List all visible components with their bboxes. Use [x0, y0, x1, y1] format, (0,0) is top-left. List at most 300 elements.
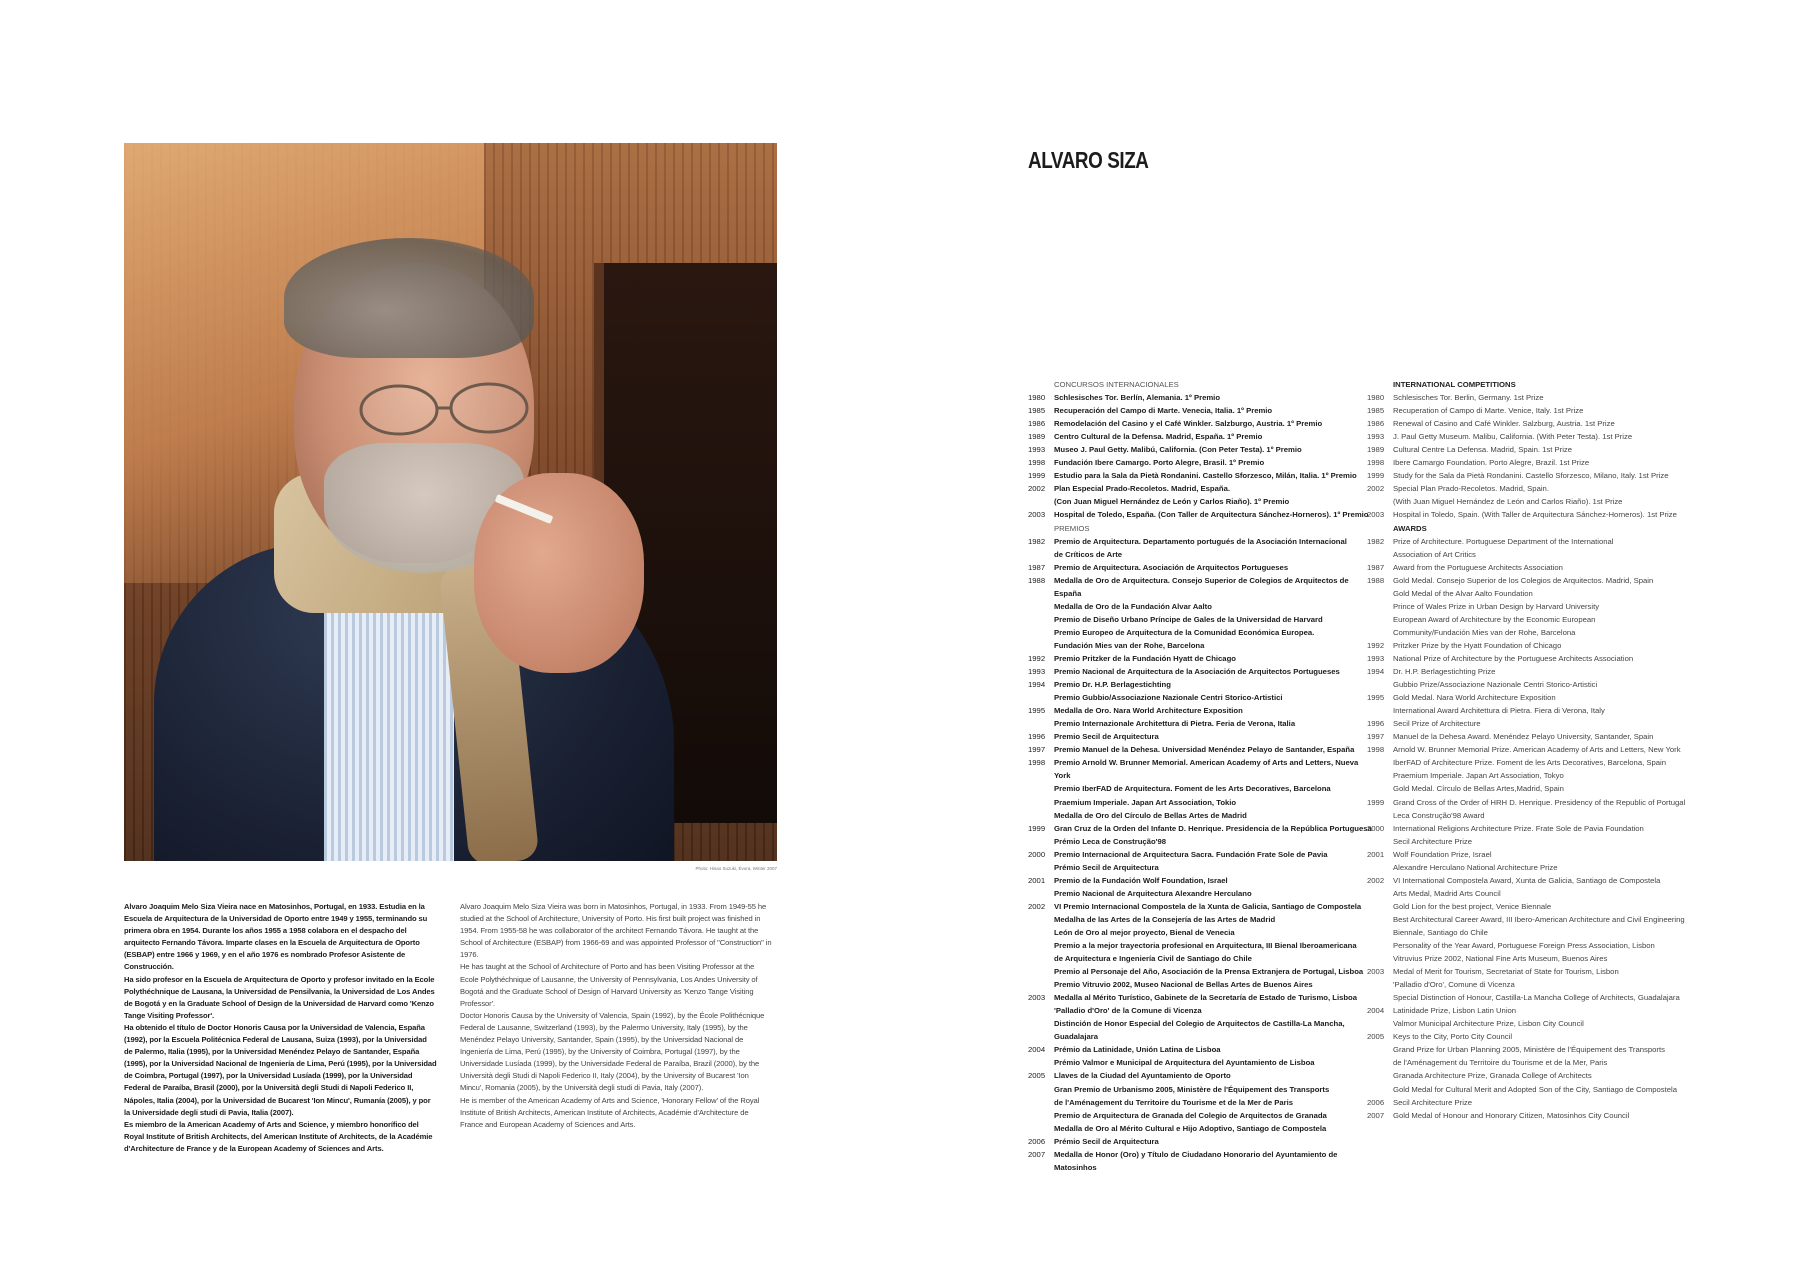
cv-entry: [1367, 874, 1712, 887]
cv-entry: [1367, 756, 1712, 769]
cv-entry: [1028, 443, 1373, 456]
entry-year: [1028, 913, 1054, 926]
biography-english: [460, 901, 773, 1131]
entry-year: 2003: [1028, 993, 1046, 1003]
entry-text: de Arquitectura e Ingeniería Civil de Santiago do Chile: [1054, 954, 1252, 964]
cv-entry: [1028, 1122, 1373, 1135]
entry-text: de Críticos de Arte: [1054, 549, 1123, 559]
entry-text: Premio Gubbio/Associazione Nazionale Centri Storico-Artistici: [1054, 693, 1283, 703]
entry-year: [1028, 691, 1054, 704]
cv-entry: [1367, 1069, 1712, 1082]
entry-text: International Award Architettura di Pietra. Fiera di Verona, Italy: [1393, 706, 1605, 716]
entry-text: Premio Arnold W. Brunner Memorial. American Academy of Arts and Letters, Nueva York: [1054, 758, 1359, 781]
entry-year: [1028, 1122, 1054, 1135]
entry-year: [1367, 782, 1393, 795]
entry-text: Medal of Merit for Tourism, Secretariat of State for Tourism, Lisbon: [1393, 967, 1619, 977]
cv-entry: [1028, 417, 1373, 430]
cv-entry: [1367, 717, 1712, 730]
entry-text: Premio al Personaje del Año, Asociación de la Prensa Extranjera de Portugal, Lisboa: [1054, 967, 1364, 977]
entry-year: 1998: [1028, 458, 1046, 468]
entry-year: 1989: [1028, 432, 1046, 442]
cv-entry: [1367, 952, 1712, 965]
cv-entry: [1367, 678, 1712, 691]
section-heading: PREMIOS: [1054, 523, 1090, 533]
cv-entry: [1028, 469, 1373, 482]
cv-entry: [1367, 600, 1712, 613]
entry-text: Arnold W. Brunner Memorial Prize. American Academy of Arts and Letters, New York: [1393, 745, 1681, 755]
entry-year: [1367, 600, 1393, 613]
entry-text: Estudio para la Sala da Pietà Rondanini. Castello Sforzesco, Milán, Italia. 1º Premio: [1054, 471, 1357, 481]
entry-year: 1993: [1028, 445, 1046, 455]
cv-entry: [1367, 391, 1712, 404]
entry-text: Premio de Arquitectura de Granada del Colegio de Arquitectos de Granada: [1054, 1110, 1327, 1120]
cv-entry: [1028, 835, 1373, 848]
entry-year: [1367, 978, 1393, 991]
cv-entry: [1028, 952, 1373, 965]
entry-text: Premio Internacional de Arquitectura Sacra. Fundación Frate Sole de Pavia: [1054, 849, 1328, 859]
entry-text: Study for the Sala da Pietà Rondanini. Castello Sforzesco, Milano, Italy. 1st Prize: [1393, 471, 1669, 481]
cv-entry: [1028, 809, 1373, 822]
entry-text: Remodelación del Casino y el Café Winkler. Salzburgo, Austria. 1º Premio: [1054, 419, 1323, 429]
entry-text: Prémio Valmor e Municipal de Arquitectura del Ayuntamiento de Lisboa: [1054, 1058, 1315, 1068]
entry-text: Premio Pritzker de la Fundación Hyatt de Chicago: [1054, 653, 1236, 663]
cv-entry: [1367, 1030, 1712, 1043]
entry-year: 1999: [1028, 823, 1046, 833]
cv-entry: [1028, 1083, 1373, 1096]
entry-text: Secil Prize of Architecture: [1393, 719, 1481, 729]
entry-year: 1993: [1028, 667, 1046, 677]
entry-text: Secil Architecture Prize: [1393, 836, 1473, 846]
entry-year: [1028, 965, 1054, 978]
entry-text: León de Oro al mejor proyecto, Bienal de Venecia: [1054, 927, 1235, 937]
entry-year: 1989: [1367, 445, 1385, 455]
cv-entry: [1028, 626, 1373, 639]
entry-year: 1993: [1367, 432, 1385, 442]
entry-text: Pritzker Prize by the Hyatt Foundation of Chicago: [1393, 640, 1562, 650]
entry-year: 1982: [1028, 536, 1046, 546]
entry-text: (Con Juan Miguel Hernández de León y Carlos Riaño). 1º Premio: [1054, 497, 1290, 507]
cv-entry: [1367, 704, 1712, 717]
cv-entry: [1367, 822, 1712, 835]
entry-year: 1999: [1028, 471, 1046, 481]
cv-entry: [1367, 626, 1712, 639]
entry-year: [1367, 1043, 1393, 1056]
entry-text: Secil Architecture Prize: [1393, 1097, 1473, 1107]
entry-text: Schlesisches Tor. Berlín, Alemania. 1º Premio: [1054, 393, 1221, 403]
entry-text: Fundación Mies van der Rohe, Barcelona: [1054, 640, 1205, 650]
entry-year: [1028, 1056, 1054, 1069]
cv-entry: [1028, 548, 1373, 561]
entry-year: [1367, 952, 1393, 965]
cv-entry: [1028, 822, 1373, 835]
cv-entry: [1367, 1043, 1712, 1056]
cv-entry: [1028, 1017, 1373, 1043]
entry-text: Association of Art Critics: [1393, 549, 1476, 559]
cv-entry: [1367, 1109, 1712, 1122]
bio-paragraph: Es miembro de la American Academy of Arts and Science, y miembro honorífico del Royal Institute of British Architects, del American Institute of Architects, de la Académie d'Architecture de France y de la European Academy of Sciences and Arts.: [124, 1119, 433, 1153]
entry-year: 1995: [1028, 706, 1046, 716]
entry-year: 1980: [1028, 393, 1046, 403]
entry-text: Valmor Municipal Architecture Prize, Lisbon City Council: [1393, 1019, 1584, 1029]
cv-entry: [1367, 404, 1712, 417]
cv-entry: [1028, 796, 1373, 809]
entry-year: [1367, 861, 1393, 874]
entry-year: 1994: [1367, 667, 1385, 677]
cv-entry: [1367, 652, 1712, 665]
cv-entry: [1367, 1017, 1712, 1030]
entry-year: [1028, 1096, 1054, 1109]
entry-text: Dr. H.P. Berlagestichting Prize: [1393, 667, 1496, 677]
cv-entry: [1367, 482, 1712, 495]
hair: [284, 238, 534, 358]
entry-text: International Religions Architecture Prize. Frate Sole de Pavia Foundation: [1393, 823, 1644, 833]
cv-entry: [1028, 430, 1373, 443]
entry-year: 1992: [1028, 653, 1046, 663]
cv-entry: [1028, 978, 1373, 991]
entry-year: 2005: [1367, 1032, 1385, 1042]
entry-text: Medalla de Honor (Oro) y Título de Ciudadano Honorario del Ayuntamiento de Matosinhos: [1054, 1149, 1338, 1172]
entry-year: [1367, 1017, 1393, 1030]
entry-text: Medalla de Oro del Círculo de Bellas Artes de Madrid: [1054, 810, 1247, 820]
entry-text: Gold Medal of the Alvar Aalto Foundation: [1393, 588, 1533, 598]
entry-text: Prize of Architecture. Portuguese Department of the International: [1393, 536, 1614, 546]
entry-year: 2002: [1367, 875, 1385, 885]
entry-year: [1028, 600, 1054, 613]
entry-year: [1367, 939, 1393, 952]
cv-entry: [1367, 535, 1712, 548]
entry-text: Plan Especial Prado-Recoletos. Madrid, España.: [1054, 484, 1231, 494]
entry-year: [1028, 809, 1054, 822]
cv-entry: [1028, 913, 1373, 926]
cv-entry: [1367, 900, 1712, 913]
entry-year: 1982: [1367, 536, 1385, 546]
bio-paragraph: Doctor Honoris Causa by the University of Valencia, Spain (1992), by the École Polithécnique Federal de Lausanne, Switzerland (1993), by the Palermo University, Italy (1995), by the Menéndez Pelayo University, Santander, Spain (1995), by the Universidad Nacional de Ingeniería de Lima, Perú (1995), by the University of Coimbra, Portugal (1997), by the Universidade Lusíada (1999), by the Universidade Federal de Paraíba, Brazil (2000), by the Università degli Studi di Napoli Federico II, Italy (2004), by the University of Bucarest 'Ion Mincu', Romania (2005), by the Università degli studi di Pavia, Italy (2007).: [460, 1010, 765, 1093]
entry-year: [1028, 1004, 1054, 1017]
entry-text: Gold Medal. Círculo de Bellas Artes,Madrid, Spain: [1393, 784, 1564, 794]
entry-year: [1028, 782, 1054, 795]
entry-text: Premio Secil de Arquitectura: [1054, 732, 1159, 742]
entry-text: VI Premio Internacional Compostela de la Xunta de Galicia, Santiago de Compostela: [1054, 901, 1362, 911]
entry-year: 2002: [1028, 484, 1046, 494]
entry-text: Gubbio Prize/Associazione Nazionale Centri Storico-Artistici: [1393, 680, 1598, 690]
entry-text: Special Plan Prado-Recoletos. Madrid, Spain.: [1393, 484, 1549, 494]
entry-year: [1028, 796, 1054, 809]
entry-text: Premio Europeo de Arquitectura de la Comunidad Económica Europea.: [1054, 627, 1315, 637]
entry-text: Medalla de Oro de Arquitectura. Consejo Superior de Colegios de Arquitectos de España: [1054, 575, 1349, 598]
entry-text: Alexandre Herculano National Architecture Prize: [1393, 862, 1558, 872]
entry-year: 2002: [1367, 484, 1385, 494]
entry-year: [1367, 678, 1393, 691]
cv-entry: [1367, 939, 1712, 952]
entry-text: (With Juan Miguel Hernández de León and Carlos Riaño). 1st Prize: [1393, 497, 1623, 507]
cv-entry: [1367, 848, 1712, 861]
section-heading: AWARDS: [1393, 523, 1427, 533]
entry-text: Gold Medal. Consejo Superior de los Colegios de Arquitectos. Madrid, Spain: [1393, 575, 1654, 585]
cv-entry: [1028, 1069, 1373, 1082]
cv-entry: [1028, 1096, 1373, 1109]
cv-entry: [1028, 861, 1373, 874]
entry-text: Premio Nacional de Arquitectura de la Asociación de Arquitectos Portugueses: [1054, 667, 1340, 677]
entry-year: [1367, 926, 1393, 939]
entry-year: 1987: [1028, 562, 1046, 572]
cv-entry: [1367, 495, 1712, 508]
cv-entry: [1367, 613, 1712, 626]
bio-paragraph: He is member of the American Academy of Arts and Science, 'Honorary Fellow' of the Royal Institute of British Architects, American Institute of Architects, Académie d'Architecture de France and European Academy of Sciences and Arts.: [460, 1095, 760, 1129]
entry-text: Premio Nacional de Arquitectura Alexandre Herculano: [1054, 888, 1252, 898]
entry-text: Best Architectural Career Award, III Ibero-American Architecture and Civil Engineering: [1393, 914, 1685, 924]
entry-year: 1996: [1028, 732, 1046, 742]
entry-text: Gold Medal for Cultural Merit and Adopted Son of the City, Santiago de Compostela: [1393, 1084, 1678, 1094]
cv-entry: [1367, 782, 1712, 795]
entry-year: 1980: [1367, 393, 1385, 403]
entry-year: [1367, 626, 1393, 639]
cv-entry: [1367, 1056, 1712, 1069]
entry-year: 1993: [1367, 653, 1385, 663]
entry-year: [1028, 978, 1054, 991]
cv-entry: [1028, 1109, 1373, 1122]
entry-year: 2001: [1367, 849, 1385, 859]
entry-text: Gold Lion for the best project, Venice Biennale: [1393, 901, 1552, 911]
entry-year: 1988: [1367, 575, 1385, 585]
cv-entry: [1028, 756, 1373, 782]
entry-year: [1367, 809, 1393, 822]
cv-entry: [1367, 861, 1712, 874]
cv-entry: [1367, 417, 1712, 430]
entry-text: Premio Vitruvio 2002, Museo Nacional de Bellas Artes de Buenos Aires: [1054, 980, 1313, 990]
cv-entry: [1028, 782, 1373, 795]
bio-paragraph: Alvaro Joaquim Melo Siza Vieira was born in Matosinhos, Portugal, in 1933. From 1949-55 he studied at the School of Architecture, University of Porto. His first built project was finished in 1954. From 1955-58 he was collaborator of the architect Fernando Távora. He taught at the School of Architecture (ESBAP) from 1966-69 and was appointed Professor of "Construction" in 1976.: [460, 902, 772, 960]
entry-text: Prémio Secil de Arquitectura: [1054, 862, 1159, 872]
entry-year: [1367, 587, 1393, 600]
entry-text: Wolf Foundation Prize, Israel: [1393, 849, 1492, 859]
entry-text: Medalla de Oro. Nara World Architecture Exposition: [1054, 706, 1243, 716]
entry-text: Premio de Arquitectura. Asociación de Arquitectos Portugueses: [1054, 562, 1289, 572]
entry-year: 2007: [1367, 1110, 1385, 1120]
cv-entry: [1367, 991, 1712, 1004]
entry-year: [1028, 548, 1054, 561]
entry-year: [1028, 495, 1054, 508]
cv-entry: [1367, 469, 1712, 482]
entry-year: 2005: [1028, 1071, 1046, 1081]
entry-text: J. Paul Getty Museum. Malibu, California. (With Peter Testa). 1st Prize: [1393, 432, 1633, 442]
entry-text: Premio de la Fundación Wolf Foundation, Israel: [1054, 875, 1228, 885]
entry-year: 2002: [1028, 901, 1046, 911]
entry-text: Recuperation of Campo di Marte. Venice, Italy. 1st Prize: [1393, 406, 1584, 416]
page-title: ALVARO SIZA: [1028, 147, 1149, 173]
cv-entry: [1028, 456, 1373, 469]
entry-year: 1985: [1367, 406, 1385, 416]
entry-year: [1028, 861, 1054, 874]
entry-text: IberFAD of Architecture Prize. Foment de les Arts Decoratives, Barcelona, Spain: [1393, 758, 1667, 768]
entry-year: [1367, 548, 1393, 561]
entry-year: [1028, 717, 1054, 730]
entry-text: Schlesisches Tor. Berlin, Germany. 1st Prize: [1393, 393, 1544, 403]
cv-entry: [1367, 835, 1712, 848]
entry-text: de l'Aménagement du Territoire du Tourisme et de la Mer, Paris: [1393, 1058, 1608, 1068]
entry-year: [1367, 900, 1393, 913]
entry-text: Prémio Secil de Arquitectura: [1054, 1136, 1159, 1146]
entry-text: Prémio da Latinidade, Unión Latina de Lisboa: [1054, 1045, 1221, 1055]
cv-entry: [1028, 508, 1373, 521]
entry-text: Praemium Imperiale. Japan Art Association, Tokio: [1054, 797, 1237, 807]
entry-text: Medalla de Oro al Mérito Cultural e Hijo Adoptivo, Santiago de Compostela: [1054, 1123, 1327, 1133]
entry-year: [1367, 613, 1393, 626]
cv-entry: [1028, 926, 1373, 939]
entry-text: Leca Construção'98 Award: [1393, 810, 1485, 820]
cv-entry: [1367, 691, 1712, 704]
cv-entry: [1028, 391, 1373, 404]
cv-entry: [1367, 508, 1712, 521]
entry-text: de l'Aménagement du Territoire du Tourisme et de la Mer de Paris: [1054, 1097, 1294, 1107]
entry-text: Premio Manuel de la Dehesa. Universidad Menéndez Pelayo de Santander, España: [1054, 745, 1355, 755]
cv-entry: [1028, 1148, 1373, 1174]
entry-text: Fundación Ibere Camargo. Porto Alegre, Brasil. 1º Premio: [1054, 458, 1265, 468]
entry-year: 1997: [1367, 732, 1385, 742]
entry-text: Community/Fundación Mies van der Rohe, Barcelona: [1393, 627, 1576, 637]
entry-year: 1996: [1367, 719, 1385, 729]
entry-year: [1028, 626, 1054, 639]
entry-year: [1367, 1056, 1393, 1069]
cv-entry: [1367, 965, 1712, 978]
entry-year: 1985: [1028, 406, 1046, 416]
cv-entry: [1367, 443, 1712, 456]
entry-text: Prémio Leca de Construção'98: [1054, 836, 1167, 846]
cv-entry: [1028, 561, 1373, 574]
entry-text: Award from the Portuguese Architects Association: [1393, 562, 1563, 572]
cv-entry: [1367, 561, 1712, 574]
entry-year: [1028, 1083, 1054, 1096]
entry-text: Museo J. Paul Getty. Malibú, California. (Con Peter Testa). 1º Premio: [1054, 445, 1302, 455]
entry-text: Granada Architecture Prize, Granada College of Architects: [1393, 1071, 1592, 1081]
entry-year: 2003: [1028, 510, 1046, 520]
bio-paragraph: Ha sido profesor en la Escuela de Arquitectura de Oporto y profesor invitado en la Ecole Polythéchnique de Lausana, la Universidad de Pensilvania, la Universidad de Los Andes de Bogotá y en la Graduate School of Design de la Universidad de Harvard como 'Kenzo Tange Visiting Professor'.: [124, 974, 435, 1020]
cv-entry: [1028, 743, 1373, 756]
entry-text: Premio IberFAD de Arquitectura. Foment de les Arts Decoratives, Barcelona: [1054, 784, 1331, 794]
cv-entry: [1028, 652, 1373, 665]
biography-spanish: [124, 901, 437, 1155]
entry-text: Premio a la mejor trayectoria profesional en Arquitectura, III Bienal Iberoamericana: [1054, 941, 1357, 951]
entry-year: [1367, 756, 1393, 769]
entry-text: Grand Prize for Urban Planning 2005, Ministère de l'Équipement des Transports: [1393, 1045, 1665, 1055]
entry-text: European Award of Architecture by the Economic European: [1393, 614, 1596, 624]
entry-year: [1367, 704, 1393, 717]
entry-text: Praemium Imperiale. Japan Art Association, Tokyo: [1393, 771, 1564, 781]
cv-entry: [1028, 600, 1373, 613]
entry-year: 1998: [1367, 458, 1385, 468]
cv-entry: [1028, 730, 1373, 743]
entry-year: [1028, 926, 1054, 939]
entry-year: [1028, 1017, 1054, 1043]
cv-entry: [1367, 1083, 1712, 1096]
entry-text: Grand Cross of the Order of HRH D. Henrique. Presidency of the Republic of Portugal: [1393, 797, 1686, 807]
entry-text: Manuel de la Dehesa Award. Menéndez Pelayo University, Santander, Spain: [1393, 732, 1654, 742]
cv-entry: [1367, 1004, 1712, 1017]
cv-entry: [1367, 587, 1712, 600]
entry-text: Recuperación del Campo di Marte. Venecia, Italia. 1º Premio: [1054, 406, 1273, 416]
entry-year: [1028, 639, 1054, 652]
cv-entry: [1367, 548, 1712, 561]
entry-year: 1986: [1028, 419, 1046, 429]
cv-entry: [1028, 939, 1373, 952]
entry-text: Gold Medal. Nara World Architecture Exposition: [1393, 693, 1556, 703]
cv-entry: [1367, 769, 1712, 782]
portrait-photo: [124, 143, 777, 861]
entry-text: Hospital in Toledo, Spain. (With Taller de Arquitectura Sánchez-Horneros). 1st Prize: [1393, 510, 1677, 520]
entry-text: Biennale, Santiago do Chile: [1393, 927, 1488, 937]
entry-text: Medalla al Mérito Turístico, Gabinete de la Secretaría de Estado de Turismo, Lisboa: [1054, 993, 1358, 1003]
entry-year: [1028, 1109, 1054, 1122]
cv-entry: [1028, 613, 1373, 626]
cv-entry: [1028, 1043, 1373, 1056]
entry-text: 'Palladio d'Oro', Comune di Vicenza: [1393, 980, 1515, 990]
entry-year: 1999: [1367, 797, 1385, 807]
bio-paragraph: He has taught at the School of Architecture of Porto and has been Visiting Professor at the Ecole Polythéchnique of Lausanne, the University of Pennsylvania, Los Andes University of Bogotá and the Graduate School of Design of Harvard University as 'Kenzo Tange Visiting Professor'.: [460, 962, 758, 1008]
cv-entry: [1028, 874, 1373, 887]
entry-text: Medalha de las Artes de la Consejería de las Artes de Madrid: [1054, 914, 1276, 924]
cv-entry: [1367, 665, 1712, 678]
entry-text: Gran Premio de Urbanismo 2005, Ministère de l'Équipement des Transports: [1054, 1084, 1330, 1094]
cv-entry: [1028, 848, 1373, 861]
cv-entry: [1028, 991, 1373, 1004]
entry-year: 1999: [1367, 471, 1385, 481]
entry-text: Keys to the City, Porto City Council: [1393, 1032, 1513, 1042]
entry-year: 1987: [1367, 562, 1385, 572]
cv-entry: [1367, 639, 1712, 652]
entry-year: 1998: [1028, 758, 1046, 768]
entry-text: Cultural Centre La Defensa. Madrid, Spain. 1st Prize: [1393, 445, 1573, 455]
cv-entry: [1028, 691, 1373, 704]
entry-year: [1028, 952, 1054, 965]
bio-paragraph: Ha obtenido el título de Doctor Honoris Causa por la Universidad de Valencia, España (1992), por la Escuela Politécnica Federal de Lausana, Suiza (1993), por la Universidad de Palermo, Italia (1995), por la Universidad Menéndez Pelayo de Santander, España (1995), por la Universidad Nacional de Ingeniería de Lima, Perú (1995), por la Universidad de Coimbra, Portugal (1997), por la Universidad Lusíada (1999), por la Universidad Federal de Paraíba, Brasil (2000), por la Università degli Studi di Napoli Federico II, Nápoles, Italia (2004), por la Universidad de Bucarest 'Ion Mincu', Rumanía (2005), y por la Universidade degli studi di Pavia, Italia (2007).: [124, 1022, 437, 1117]
entry-text: Ibere Camargo Foundation. Porto Alegre, Brazil. 1st Prize: [1393, 458, 1590, 468]
entry-text: Vitruvius Prize 2002, National Fine Arts Museum, Buenos Aires: [1393, 954, 1608, 964]
entry-year: [1367, 913, 1393, 926]
cv-entry: [1028, 665, 1373, 678]
entry-text: Medalla de Oro de la Fundación Alvar Aalto: [1054, 601, 1212, 611]
section-heading: CONCURSOS INTERNACIONALES: [1054, 380, 1179, 389]
section-heading: INTERNATIONAL COMPETITIONS: [1393, 380, 1516, 389]
entry-year: 1986: [1367, 419, 1385, 429]
cv-entry: [1028, 574, 1373, 600]
cv-entry: [1028, 535, 1373, 548]
entry-year: 2004: [1367, 1006, 1385, 1016]
shirt: [324, 573, 454, 861]
cv-entry: [1028, 404, 1373, 417]
cv-entry: [1028, 495, 1373, 508]
cv-list-spanish: [1028, 378, 1373, 1174]
entry-text: Premio Dr. H.P. Berlagestichting: [1054, 680, 1171, 690]
entry-year: [1367, 887, 1393, 900]
cv-entry: [1028, 482, 1373, 495]
entry-text: Arts Medal, Madrid Arts Council: [1393, 888, 1501, 898]
cv-entry: [1367, 456, 1712, 469]
cv-entry: [1367, 809, 1712, 822]
entry-text: VI International Compostela Award, Xunta de Galicia, Santiago de Compostela: [1393, 875, 1661, 885]
bio-paragraph: Alvaro Joaquim Melo Siza Vieira nace en Matosinhos, Portugal, en 1933. Estudia en la Escuela de Arquitectura de la Universidad de Oporto entre 1949 y 1955, terminando su primera obra en 1954. Durante los años 1955 a 1958 colabora en el despacho del arquitecto Fernando Távora. Imparte clases en la Escuela de Arquitectura de Oporto (ESBAP) entre 1966 y 1969, y en el año 1976 es nombrado Profesor Asistente de Construcción.: [124, 902, 428, 972]
cv-entry: [1367, 913, 1712, 926]
entry-text: Prince of Wales Prize in Urban Design by Harvard University: [1393, 601, 1600, 611]
entry-text: Latinidade Prize, Lisbon Latin Union: [1393, 1006, 1517, 1016]
entry-year: 2004: [1028, 1045, 1046, 1055]
entry-year: 1992: [1367, 640, 1385, 650]
entry-year: 2007: [1028, 1149, 1046, 1159]
cv-entry: [1367, 730, 1712, 743]
cv-entry: [1028, 1135, 1373, 1148]
entry-text: Gold Medal of Honour and Honorary Citizen, Matosinhos City Council: [1393, 1110, 1630, 1120]
entry-year: 1998: [1367, 745, 1385, 755]
cv-entry: [1367, 1096, 1712, 1109]
entry-year: 2001: [1028, 875, 1046, 885]
